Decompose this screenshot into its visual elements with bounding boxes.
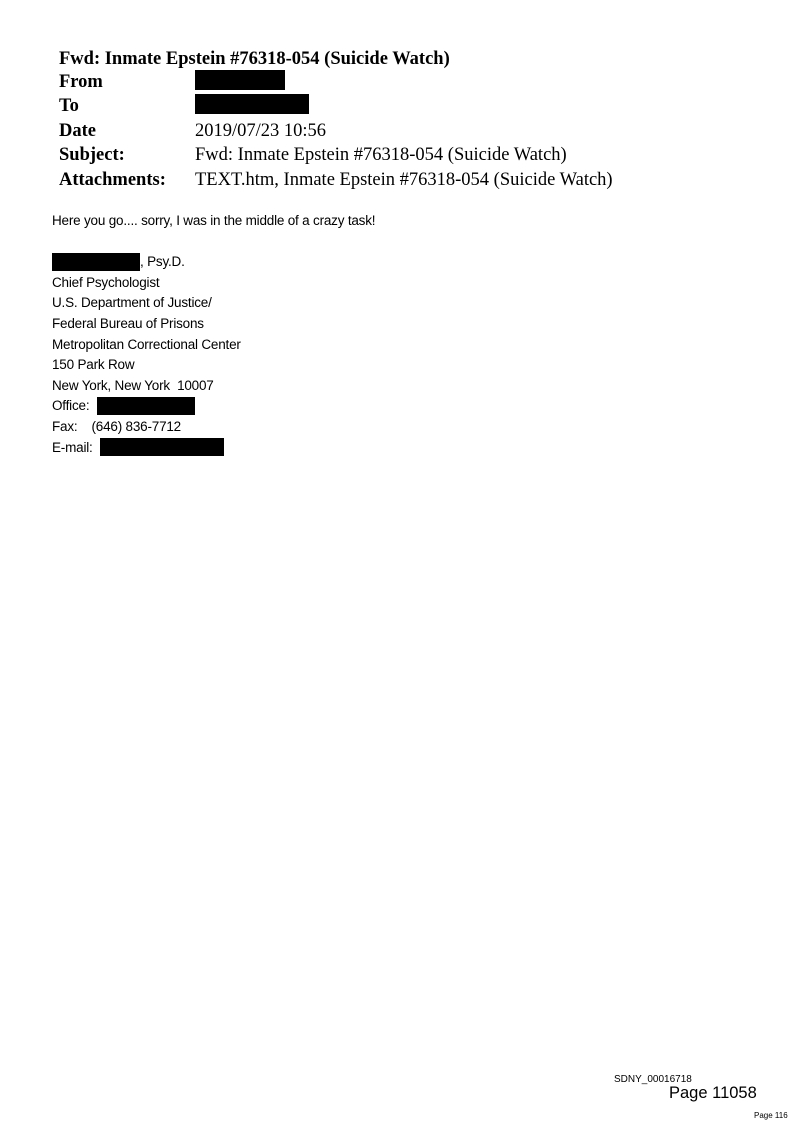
subject-value: Fwd: Inmate Epstein #76318-054 (Suicide Watch): [195, 145, 567, 166]
bates-number: SDNY_00016718: [614, 1074, 692, 1085]
redaction-block: [97, 397, 195, 415]
redaction-block: [100, 438, 224, 456]
redaction-block: [195, 94, 309, 114]
signature-name-line: [52, 252, 375, 273]
email-body: [52, 211, 375, 458]
email-title: Fwd: Inmate Epstein #76318-054 (Suicide Watch): [59, 49, 450, 69]
date-label: Date: [59, 120, 96, 141]
date-value: 2019/07/23 10:56: [195, 120, 327, 141]
redaction-block: [52, 253, 140, 271]
from-value: [195, 72, 285, 93]
signature-email-line: [52, 438, 375, 459]
small-page-number: Page 116: [754, 1111, 788, 1120]
to-value: [195, 96, 309, 117]
subject-label: Subject:: [59, 145, 125, 166]
from-label: From: [59, 72, 103, 92]
signature-credential: , Psy.D.: [140, 254, 185, 270]
attachments-label: Attachments:: [59, 169, 166, 190]
email-label: E-mail:: [52, 439, 93, 455]
signature-department: U.S. Department of Justice/: [52, 295, 212, 311]
attachments-value: TEXT.htm, Inmate Epstein #76318-054 (Suicide Watch): [195, 169, 613, 190]
signature-fax-line: [52, 417, 375, 438]
signature-city: New York, New York 10007: [52, 377, 214, 393]
signature-facility: Metropolitan Correctional Center: [52, 336, 241, 352]
to-label: To: [59, 96, 79, 117]
office-label: Office:: [52, 398, 90, 414]
fax-label: Fax:: [52, 418, 78, 434]
greeting-text: Here you go.... sorry, I was in the middle of a crazy task!: [52, 213, 376, 228]
redaction-block: [195, 70, 285, 90]
fax-number: (646) 836-7712: [91, 418, 181, 434]
signature-bureau: Federal Bureau of Prisons: [52, 315, 204, 331]
signature-title: Chief Psychologist: [52, 274, 160, 290]
signature-office-line: [52, 396, 375, 417]
page-number: Page 11058: [669, 1084, 757, 1102]
signature-street: 150 Park Row: [52, 357, 135, 373]
